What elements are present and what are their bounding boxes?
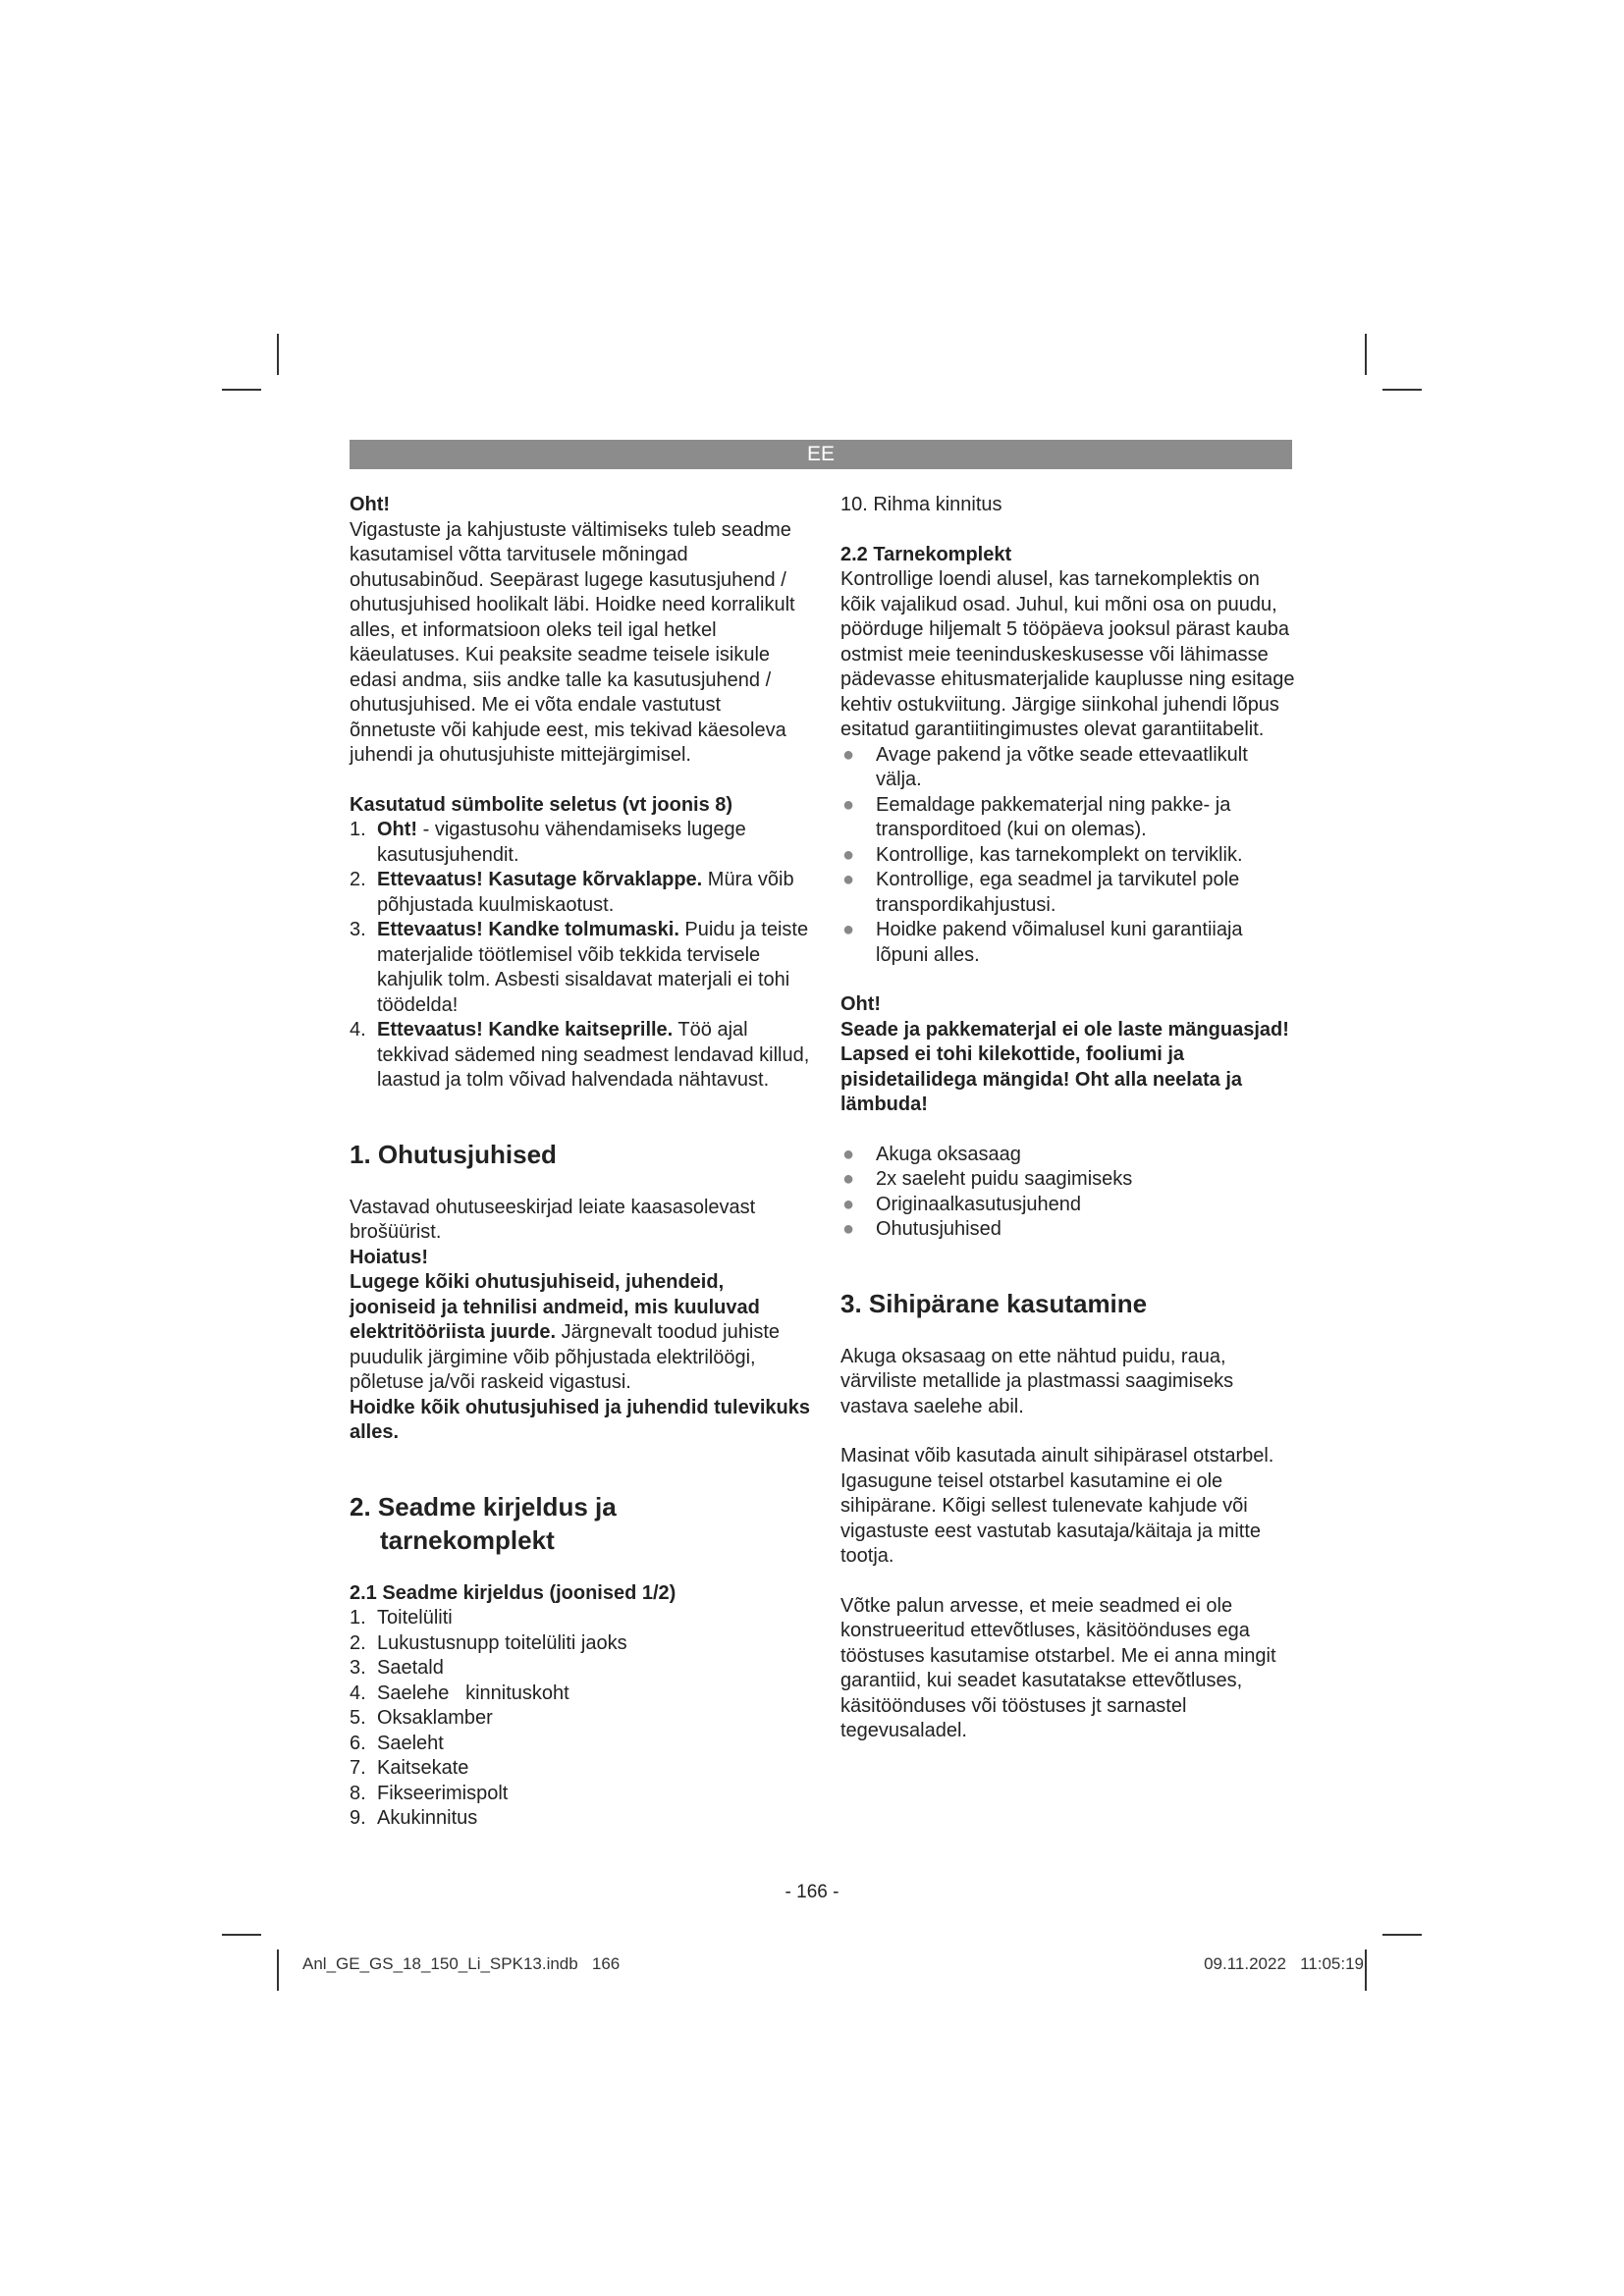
list-item: ● Eemaldage pakkematerjal ning pakke- ja transporditoed (kui on olemas). xyxy=(842,793,1231,840)
list-item: ● Kontrollige, kas tarnekomplekt on terviklik. xyxy=(842,843,1243,866)
list-item: 4. Saelehe kinnituskoht xyxy=(350,1682,569,1704)
crop-mark xyxy=(277,1949,279,1991)
list-item: 2. Ettevaatus! Kasutage kõrvaklappe. Müra võib põhjustada kuulmiskaotust. xyxy=(350,869,794,916)
section-2-heading: 2. Seadme kirjeldus ja tarnekomplekt xyxy=(350,1491,617,1555)
subsection-2-2-text: Kontrollige loendi alusel, kas tarnekomplektis on kõik vajalikud osad. Juhul, kui mõni osa on puudu, pöörduge hiljemalt 5 tööpäeva jooksul pärast kauba ostmist meie teeninduskeskusesse või lähimasse pädevasse ehitusmaterjalide kauplusse ning esitage kehtiv ostukviitung. Järgige siinkohal juhendi lõpus esitatud garantiitingimustes olevat garantiitabelit. xyxy=(840,568,1295,740)
crop-mark xyxy=(277,334,279,375)
list-item: 3. Saetald xyxy=(350,1657,444,1679)
page-number: - 166 - xyxy=(785,1882,839,1902)
list-item: 4. Ettevaatus! Kandke kaitseprille. Töö ajal tekkivad sädemed ning seadmest lendavad killud, laastud ja tolm võivad halvendada nähtavust. xyxy=(350,1019,810,1091)
section-1-heading: 1. Ohutusjuhised xyxy=(350,1139,557,1169)
list-item: 2. Lukustusnupp toitelüliti jaoks xyxy=(350,1631,627,1654)
list-item: 6. Saeleht xyxy=(350,1732,444,1754)
symbols-list xyxy=(350,818,811,1094)
warning-keep: Hoidke kõik ohutusjuhised ja juhendid tulevikuks alles. xyxy=(350,1396,810,1443)
danger-title: Oht! xyxy=(840,993,882,1015)
list-item: ● Kontrollige, ega seadmel ja tarvikutel pole transpordikahjustusi. xyxy=(842,869,1240,916)
crop-mark xyxy=(1382,1934,1422,1936)
list-item: ● Akuga oksasaag xyxy=(842,1143,1021,1165)
subsection-2-1-title: 2.1 Seadme kirjeldus (joonised 1/2) xyxy=(350,1581,677,1604)
paragraph: Akuga oksasaag on ette nähtud puidu, raua, värviliste metallide ja plastmassi saagimiseks vastava saelehe abil. xyxy=(840,1345,1234,1417)
footer-datetime: 09.11.2022 11:05:19 xyxy=(1204,1954,1364,1973)
warning-title: Hoiatus! xyxy=(350,1246,428,1268)
section-3-heading: 3. Sihipärane kasutamine xyxy=(840,1288,1148,1318)
right-column xyxy=(840,493,1296,1744)
part-10: 10. Rihma kinnitus xyxy=(840,494,1002,515)
symbols-title: Kasutatud sümbolite seletus (vt joonis 8) xyxy=(350,793,733,816)
left-column xyxy=(350,493,811,1832)
list-item: ● 2x saeleht puidu saagimiseks xyxy=(842,1168,1133,1190)
list-item: ● Originaalkasutusjuhend xyxy=(842,1193,1082,1215)
subsection-2-2-title: 2.2 Tarnekomplekt xyxy=(840,543,1012,565)
danger-text: Vigastuste ja kahjustuste vältimiseks tuleb seadme kasutamisel võtta tarvitusele mõningad ohutusabinõud. Seepärast lugege kasutusjuhend / ohutusjuhised hoolikalt läbi. Hoidke need korralikult alles, et informatsioon oleks teil igal hetkel käeulatuses. Kui peaksite seadme teisele isikule edasi andma, siis andke talle ka kasutusjuhend / ohutusjuhised. Me ei võta endale vastutust õnnetuste või kahjude eest, mis tekivad käesoleva juhendi ja ohutusjuhiste mittejärgimisel. xyxy=(350,518,795,766)
language-header: EE xyxy=(350,440,1292,469)
section-1-text: Vastavad ohutuseeskirjad leiate kaasasolevast brošüürist. xyxy=(350,1196,756,1243)
parts-list xyxy=(350,1606,811,1832)
list-item: 8. Fikseerimispolt xyxy=(350,1782,509,1804)
list-item: ● Ohutusjuhised xyxy=(842,1218,1001,1240)
crop-mark xyxy=(1365,334,1367,375)
danger-text: Seade ja pakkematerjal ei ole laste mänguasjad! Lapsed ei tohi kilekottide, fooliumi ja pisidetailidega mängida! Oht alla neelata ja lämbuda! xyxy=(840,1018,1289,1115)
paragraph: Võtke palun arvesse, et meie seadmed ei ole konstrueeritud ettevõtluses, käsitöönduses ega tööstuses kasutamise otstarbel. Me ei anna mingit garantiid, kui seadet kasutatakse ettevõtluses, käsitöönduses või tööstuses jt sarnastel tegevusaladel. xyxy=(840,1594,1276,1741)
list-item: 3. Ettevaatus! Kandke tolmumaski. Puidu ja teiste materjalide töötlemisel võib tekkida tervisele kahjulik tolm. Asbesti sisaldavat materjali ei tohi töödelda! xyxy=(350,919,809,1016)
list-item: 9. Akukinnitus xyxy=(350,1807,478,1829)
list-item: ● Avage pakend ja võtke seade ettevaatlikult välja. xyxy=(842,743,1248,790)
contents-list xyxy=(840,1143,1296,1243)
unpacking-checklist xyxy=(840,743,1296,969)
list-item: 1. Oht! - vigastusohu vähendamiseks lugege kasutusjuhendit. xyxy=(350,819,746,866)
paragraph: Masinat võib kasutada ainult sihipärasel otstarbel. Igasugune teisel otstarbel kasutamine ei ole sihipärane. Kõigi sellest tulenevate kahjude või vigastuste eest vastutab kasutaja/käitaja ja mitte tootja. xyxy=(840,1445,1274,1567)
crop-mark xyxy=(222,1934,261,1936)
warning-text: Lugege kõiki ohutusjuhiseid, juhendeid, jooniseid ja tehnilisi andmeid, mis kuuluvad elektritööriista juurde. Järgnevalt toodud juhiste puudulik järgimine võib põhjustada elektrilöögi, põletuse ja/või raskeid vigastusi. xyxy=(350,1271,780,1393)
list-item: 7. Kaitsekate xyxy=(350,1757,469,1779)
list-item: ● Hoidke pakend võimalusel kuni garantiiaja lõpuni alles. xyxy=(842,919,1243,966)
crop-mark xyxy=(1365,1949,1367,1991)
crop-mark xyxy=(222,389,261,391)
list-item: 1. Toitelüliti xyxy=(350,1607,453,1629)
footer-filename: Anl_GE_GS_18_150_Li_SPK13.indb 166 xyxy=(302,1954,621,1973)
danger-title: Oht! xyxy=(350,494,391,515)
crop-mark xyxy=(1382,389,1422,391)
list-item: 5. Oksaklamber xyxy=(350,1707,493,1729)
